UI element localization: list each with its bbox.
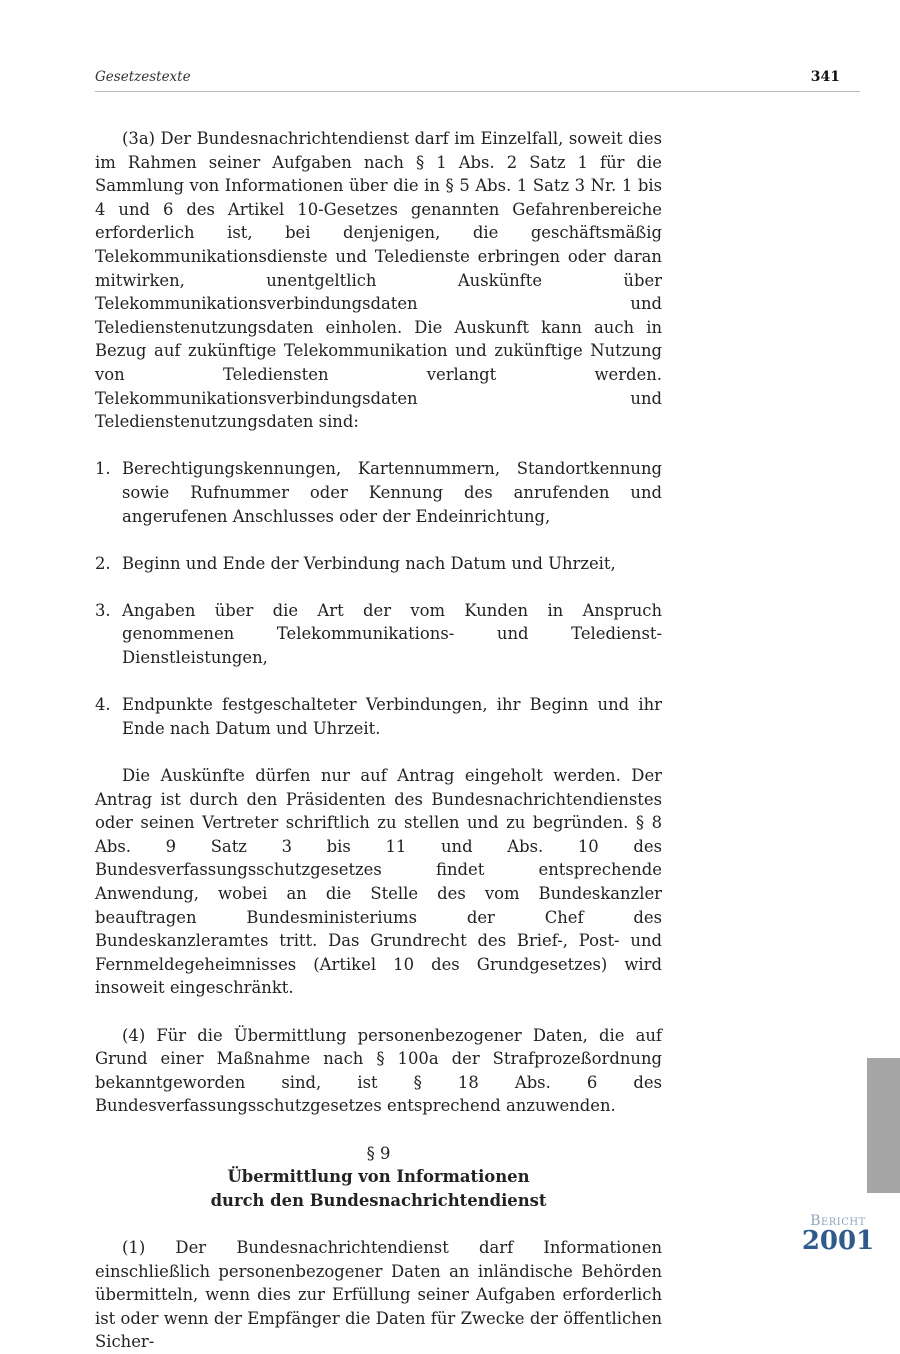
list-item-number: 4. (95, 695, 111, 715)
paragraph-9-1: (1) Der Bundesnachrichtendienst darf Informationen einschließlich personenbezogener Daten an inländische Behörden übermitteln, wenn dies zur Erfüllung seiner Aufgaben erforderlich ist oder wenn der Empfänger die Daten für Zwecke der öffentlichen Sicher- (95, 1237, 662, 1352)
report-logo (800, 1213, 876, 1256)
list-item-number: 1. (95, 459, 111, 479)
section-title-line-2: durch den Bundesnachrichtendienst (210, 1190, 547, 1210)
thumb-index-tab (867, 1058, 900, 1193)
list-item-text: Beginn und Ende der Verbindung nach Datum und Uhrzeit, (122, 553, 616, 573)
list-item-text: Angaben über die Art der vom Kunden in Anspruch genommenen Telekommunikations- und Teledienst-Dienstleistungen, (122, 600, 662, 668)
list-item (95, 693, 662, 740)
running-title: Gesetzestexte (95, 69, 191, 85)
section-symbol: § 9 (366, 1143, 391, 1163)
list-item (95, 599, 662, 670)
page-body (95, 127, 662, 1354)
list-item (95, 552, 662, 576)
section-title-line-1: Übermittlung von Informationen (227, 1167, 530, 1187)
list-item-text: Endpunkte festgeschalteter Verbindungen, ihr Beginn und ihr Ende nach Datum und Uhrzeit. (122, 695, 662, 738)
logo-year: 2001 (801, 1226, 875, 1256)
data-list (95, 457, 662, 740)
list-item-number: 3. (95, 600, 111, 620)
logo-word: Bericht (810, 1213, 866, 1229)
page-number: 341 (810, 69, 840, 85)
list-item (95, 457, 662, 528)
paragraph-3a: (3a) Der Bundesnachrichtendienst darf im Einzelfall, soweit dies im Rahmen seiner Aufgaben nach § 1 Abs. 2 Satz 1 für die Sammlung von Informationen über die in § 5 Abs. 1 Satz 3 Nr. 1 bis 4 und 6 des Artikel 10-Gesetzes genannten Gefahrenbereiche erforderlich ist, bei denjenigen, die geschäftsmäßig Telekommunikationsdienste und Teledienste erbringen oder daran mitwirken, unentgeltlich Auskünfte über Telekommunikationsverbindungsdaten und Teledienstenutzungsdaten einholen. Die Auskunft kann auch in Bezug auf zukünftige Telekommunikation und zukünftige Nutzung von Telediensten verlangt werden. Telekommunikationsverbindungsdaten und Teledienstenutzungsdaten sind: (95, 129, 662, 432)
running-header (95, 69, 860, 92)
list-item-number: 2. (95, 553, 111, 573)
section-heading (95, 1142, 662, 1213)
list-item-text: Berechtigungskennungen, Kartennummern, Standortkennung sowie Rufnummer oder Kennung des anrufenden und angerufenen Anschlusses oder der Endeinrichtung, (122, 459, 662, 526)
paragraph-4: (4) Für die Übermittlung personenbezogener Daten, die auf Grund einer Maßnahme nach § 100a der Strafprozeßordnung bekanntgeworden sind, ist § 18 Abs. 6 des Bundesverfassungsschutzgesetzes entsprechend anzuwenden. (95, 1025, 662, 1116)
paragraph-antrag: Die Auskünfte dürfen nur auf Antrag eingeholt werden. Der Antrag ist durch den Präsidenten des Bundesnachrichtendienstes oder seinen Vertreter schriftlich zu stellen und zu begründen. § 8 Abs. 9 Satz 3 bis 11 und Abs. 10 des Bundesverfassungsschutzgesetzes findet entsprechende Anwendung, wobei an die Stelle des vom Bundeskanzler beauftragen Bundesministeriums der Chef des Bundeskanzleramtes tritt. Das Grundrecht des Brief-, Post- und Fernmeldegeheimnisses (Artikel 10 des Grundgesetzes) wird insoweit eingeschränkt. (95, 766, 662, 998)
